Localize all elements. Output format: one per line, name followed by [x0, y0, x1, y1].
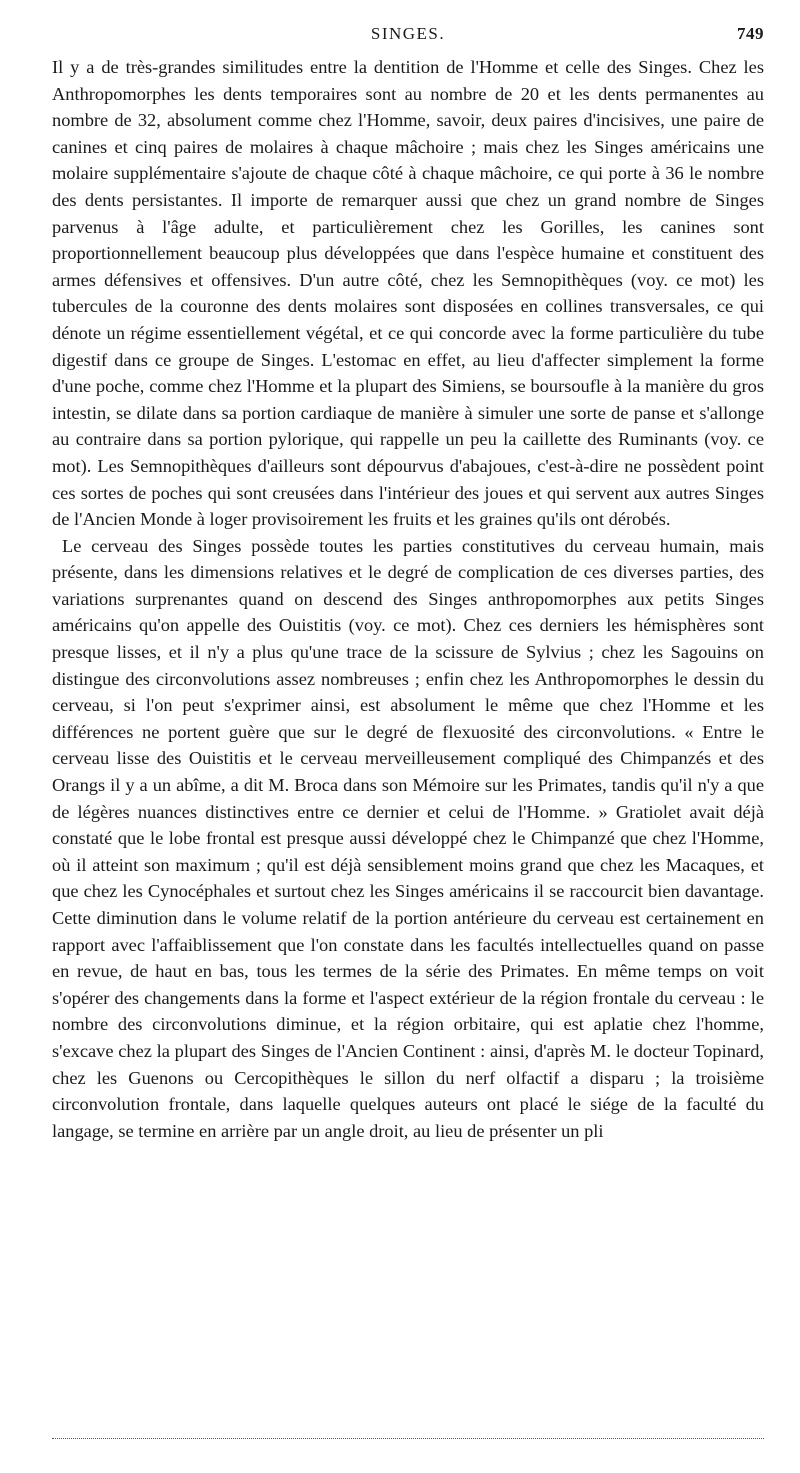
footer-dotted-rule — [52, 1438, 764, 1439]
body-text — [52, 54, 764, 1144]
book-page — [52, 24, 764, 1144]
running-header — [52, 24, 764, 54]
paragraph-cerveau: Le cerveau des Singes possède toutes les parties constitutives du cerveau humain, mais présente, dans les dimensions relatives et le degré de complication de ces diverses parties, des variations surprenantes quand on descend des Singes anthropomorphes aux petits Singes américains qu'on appelle des Ouistitis (voy. ce mot). Chez ces derniers les hémisphères sont presque lisses, et il n'y a plus qu'une trace de la scissure de Sylvius ; chez les Sagouins on distingue des circonvolutions assez nombreuses ; enfin chez les Anthropomorphes le dessin du cerveau, si l'on peut s'exprimer ainsi, est absolument le même que chez l'Homme et les différences ne portent guère que sur le degré de flexuosité des circonvolutions. « Entre le cerveau lisse des Ouistitis et le cerveau merveilleusement compliqué des Chimpanzés et des Orangs il y a un abîme, a dit M. Broca dans son Mémoire sur les Primates, tandis qu'il n'y a que de légères nuances distinctives entre ce dernier et celui de l'Homme. » Gratiolet avait déjà constaté que le lobe frontal est presque aussi développé chez le Chimpanzé que chez l'Homme, où il atteint son maximum ; qu'il est déjà sensiblement moins grand que chez les Macaques, et que chez les Cynocéphales et surtout chez les Singes américains il se raccourcit bien davantage. Cette diminution dans le volume relatif de la portion antérieure du cerveau est certainement en rapport avec l'affaiblissement que l'on constate dans les facultés intellectuelles quand on passe en revue, de haut en bas, tous les termes de la série des Primates. En même temps on voit s'opérer des changements dans la forme et l'aspect extérieur de la région frontale du cerveau : le nombre des circonvolutions diminue, et la région orbitaire, qui est aplatie chez l'homme, s'excave chez la plupart des Singes de l'Ancien Continent : ainsi, d'après M. le docteur Topinard, chez les Guenons ou Cercopithèques le sillon du nerf olfactif a disparu ; la troisième circonvolution frontale, dans laquelle quelques auteurs ont placé le siége de la faculté du langage, se termine en arrière par un angle droit, au lieu de présenter un pli — [52, 535, 764, 1141]
paragraph-dentition: Il y a de très-grandes similitudes entre la dentition de l'Homme et celle des Singes. Chez les Anthropomorphes les dents temporaires sont au nombre de 20 et les dents permanentes au nombre de 32, absolument comme chez l'Homme, savoir, deux paires d'incisives, une paire de canines et cinq paires de molaires à chaque mâchoire ; mais chez les Singes américains une molaire supplémentaire s'ajoute de chaque côté à chaque mâchoire, ce qui porte à 36 le nombre des dents persistantes. Il importe de remarquer aussi que chez un grand nombre de Singes parvenus à l'âge adulte, et particulièrement chez les Gorilles, les canines sont proportionnellement beaucoup plus développées que dans l'espèce humaine et constituent des armes défensives et offensives. D'un autre côté, chez les Semnopithèques (voy. ce mot) les tubercules de la couronne des dents molaires sont disposées en collines transversales, ce qui dénote un régime essentiellement végétal, et ce qui concorde avec la forme particulière du tube digestif dans ce groupe de Singes. L'estomac en effet, au lieu d'affecter simplement la forme d'une poche, comme chez l'Homme et la plupart des Simiens, se boursoufle à la manière du gros intestin, se dilate dans sa portion cardiaque de manière à simuler une sorte de panse et s'allonge au contraire dans sa portion pylorique, qui rappelle un peu la caillette des Ruminants (voy. ce mot). Les Semnopithèques d'ailleurs sont dépourvus d'abajoues, c'est-à-dire ne possèdent point ces sortes de poches qui sont creusées dans l'intérieur des joues et qui servent aux autres Singes de l'Ancien Monde à loger provisoirement les fruits et les graines qu'ils ont dérobés. — [52, 57, 764, 530]
page-number: 749 — [737, 24, 764, 43]
running-title: SINGES. — [370, 24, 446, 43]
